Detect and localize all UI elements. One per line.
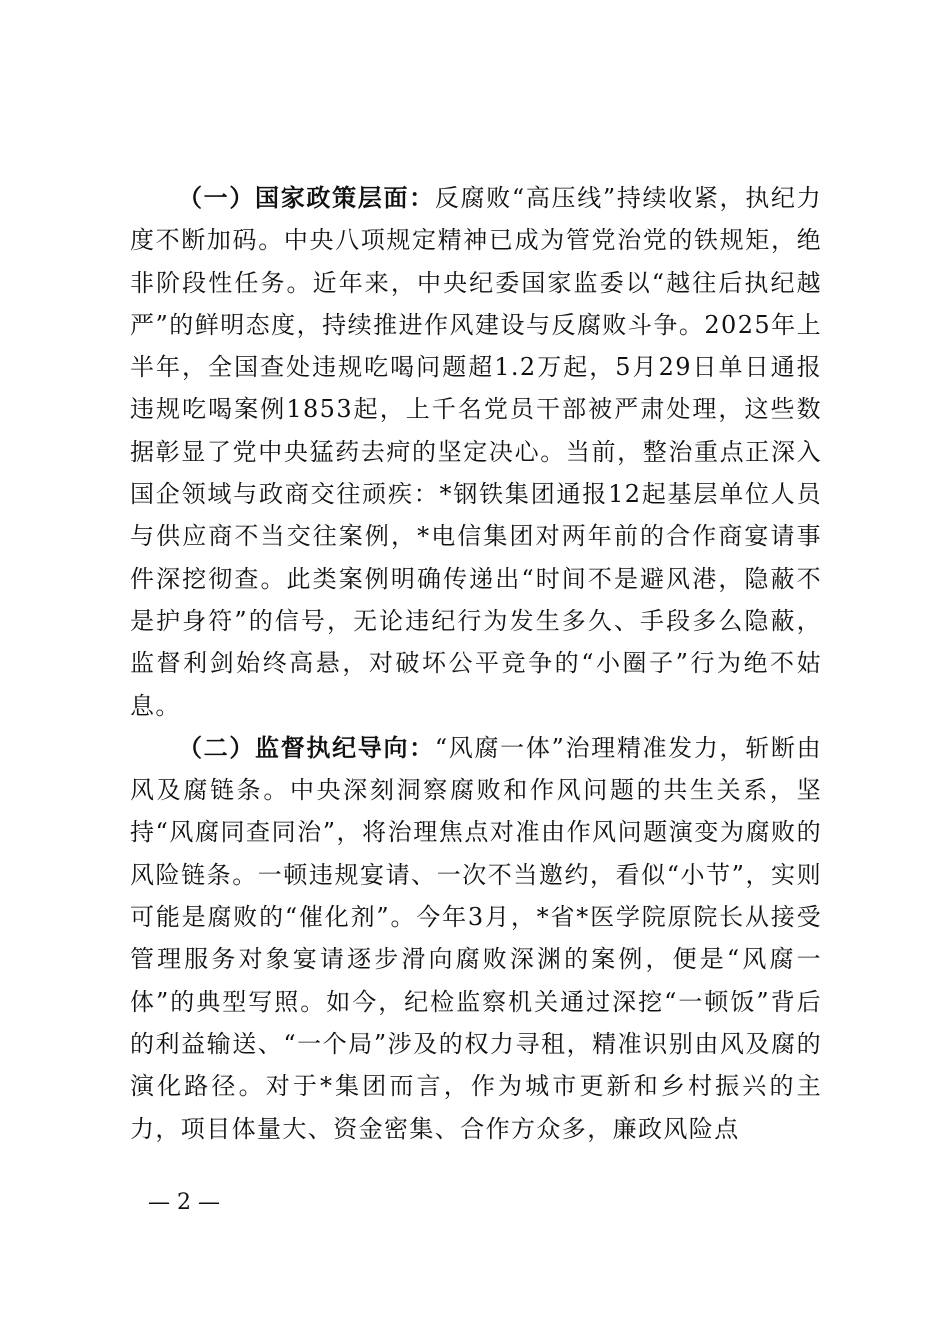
section-heading-1: （一）国家政策层面：	[178, 183, 435, 212]
paragraph-text-2: “风腐一体”治理精准发力，斩断由风及腐链条。中央深刻洞察腐败和作风问题的共生关系，坚持“风腐同查同治”，将治理焦点对准由作风问题演变为腐败的风险链条。一顿违规宴请、一次不当邀约，看似“小节”，实则可能是腐败的“催化剂”。今年3月，*省*医学院原院长从接受管理服务对象宴请逐步滑向腐败深渊的案例，便是“风腐一体”的典型写照。如今，纪检监察机关通过深挖“一顿饭”背后的利益输送、“一个局”涉及的权力寻租，精准识别由风及腐的演化路径。对于*集团而言，作为城市更新和乡村振兴的主力，项目体量大、资金密集、合作方众多，廉政风险点	[130, 733, 822, 1143]
document-body	[130, 177, 822, 1150]
paragraph-supervision-guidance	[130, 727, 822, 1150]
page-number: — 2 —	[148, 1190, 220, 1215]
section-heading-2: （二）监督执纪导向：	[178, 732, 435, 762]
paragraph-text-1: 反腐败“高压线”持续收紧，执纪力度不断加码。中央八项规定精神已成为管党治党的铁规矩，绝非阶段性任务。近年来，中央纪委国家监委以“越往后执纪越严”的鲜明态度，持续推进作风建设与反腐败斗争。2025年上半年，全国查处违规吃喝问题超1.2万起，5月29日单日通报违规吃喝案例1853起，上千名党员干部被严肃处理，这些数据彰显了党中央猛药去疴的坚定决心。当前，整治重点正深入国企领域与政商交往顽疾：*钢铁集团通报12起基层单位人员与供应商不当交往案例，*电信集团对两年前的合作商宴请事件深挖彻查。此类案例明确传递出“时间不是避风港，隐蔽不是护身符”的信号，无论违纪行为发生多久、手段多么隐蔽，监督利剑始终高悬，对破坏公平竞争的“小圈子”行为绝不姑息。	[130, 184, 822, 720]
paragraph-national-policy	[130, 177, 822, 727]
